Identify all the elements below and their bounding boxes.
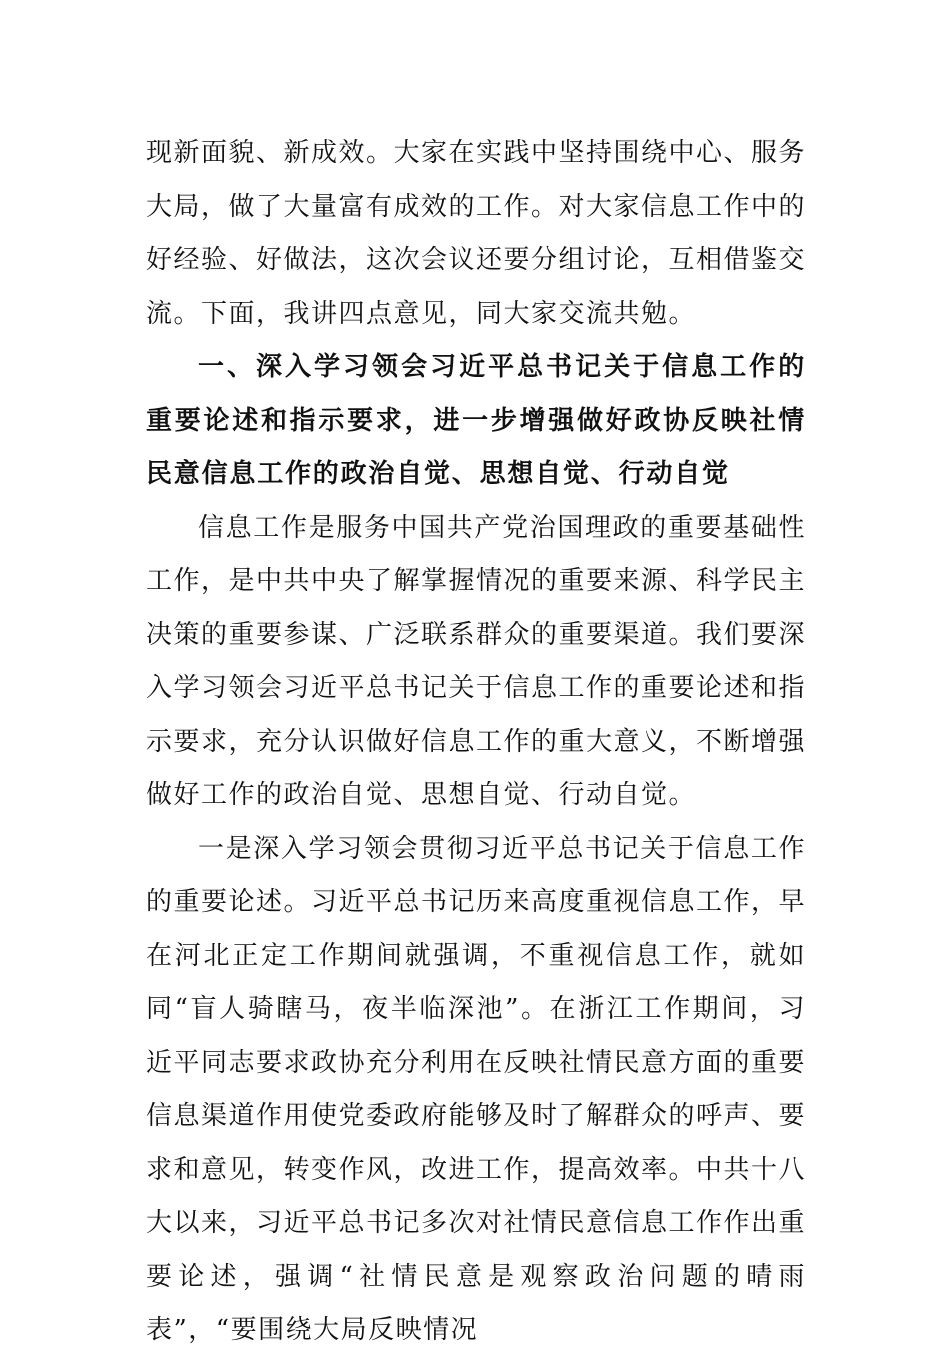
section-heading: 一、深入学习领会习近平总书记关于信息工作的重要论述和指示要求，进一步增强做好政协反映社情民意信息工作的政治自觉、思想自觉、行动自觉 [146,352,806,489]
document-body [146,127,806,1358]
body-paragraph-intro: 信息工作是服务中国共产党治国理政的重要基础性工作，是中共中央了解掌握情况的重要来源、科学民主决策的重要参谋、广泛联系群众的重要渠道。我们要深入学习领会习近平总书记关于信息工作的重要论述和指示要求，充分认识做好信息工作的重大意义，不断增强做好工作的政治自觉、思想自觉、行动自觉。 [146,512,807,810]
body-paragraph-point-one: 一是深入学习领会贯彻习近平总书记关于信息工作的重要论述。习近平总书记历来高度重视信息工作，早在河北正定工作期间就强调，不重视信息工作，就如同“盲人骑瞎马，夜半临深池”。在浙江工作期间，习近平同志要求政协充分利用在反映社情民意方面的重要信息渠道作用使党委政府能够及时了解群众的呼声、要求和意见，转变作风，改进工作，提高效率。中共十八大以来，习近平总书记多次对社情民意信息工作作出重要论述，强调“社情民意是观察政治问题的晴雨表”，“要围绕大局反映情况 [146,833,807,1345]
body-paragraph-continuation: 现新面貌、新成效。大家在实践中坚持围绕中心、服务大局，做了大量富有成效的工作。对大家信息工作中的好经验、好做法，这次会议还要分组讨论，互相借鉴交流。下面，我讲四点意见，同大家交流共勉。 [146,138,807,329]
